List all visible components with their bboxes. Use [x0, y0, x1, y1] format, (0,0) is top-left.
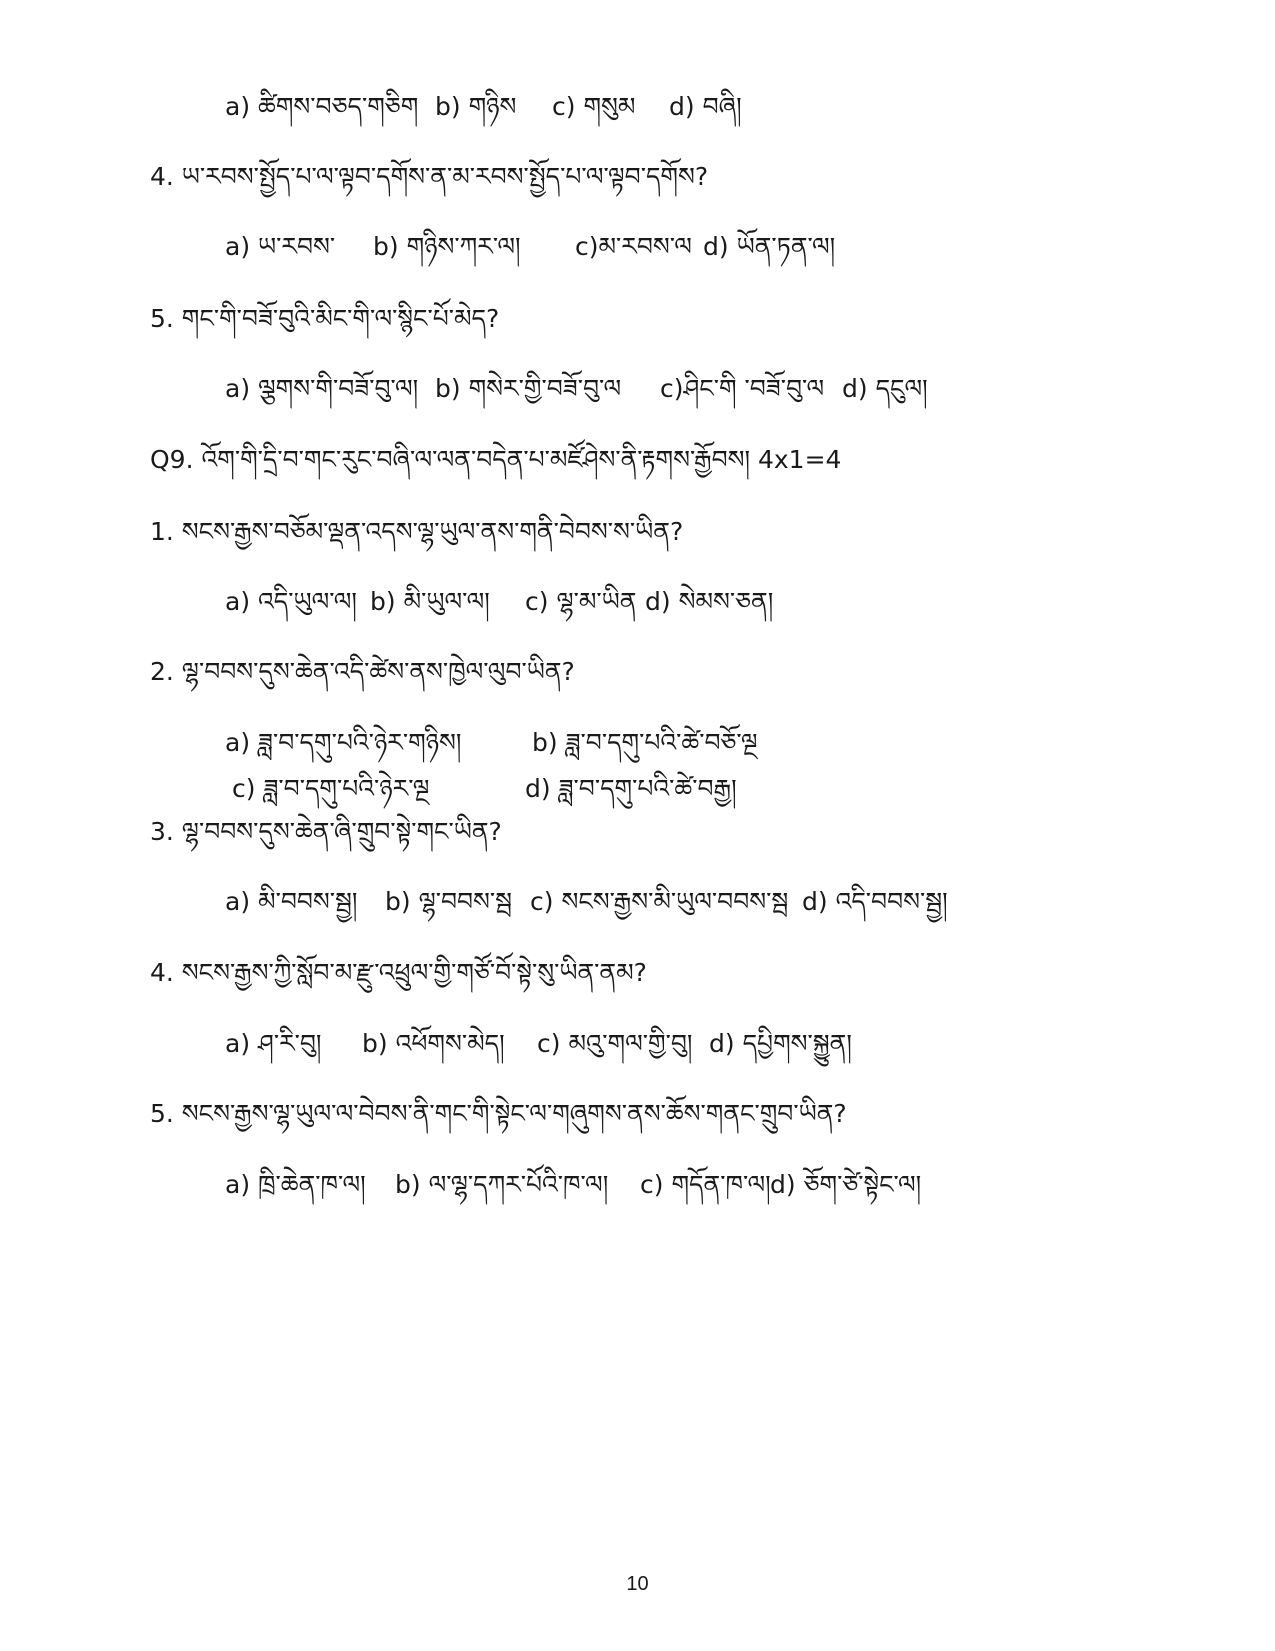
option-b: b) གཉིས་ཀར་ལ། — [373, 232, 521, 261]
question: 2. ལྷ་བབས་དུས་ཆེན་འདི་ཚེས་ནས་ཁྱེལ་ལུབ་ཡིན? — [150, 657, 575, 686]
options-row — [232, 772, 737, 806]
option-b: b) མི་ཡུལ་ལ། — [370, 587, 490, 616]
option-c: c) ལྷ་མ་ཡིན — [525, 587, 637, 616]
options-row — [225, 1168, 921, 1202]
option-b: b) འཕོགས་མེད། — [362, 1029, 505, 1058]
option-b: b) གསེར་གྱི་བཟོ་བུ་ལ — [435, 374, 622, 403]
question: 3. ལྷ་བབས་དུས་ཆེན་ཞི་གྲུབ་སྟེ་གང་ཡིན? — [150, 817, 502, 846]
question: 5. སངས་རྒྱས་ལྷ་ཡུལ་ལ་བེབས་ནི་གང་གི་སྟེང་ལ་གཞུགས་ནས་ཆོས་གནང་གྲུབ་ཡིན? — [150, 1099, 847, 1128]
question: 4. སངས་རྒྱས་ཀྱི་སློབ་མ་རྫུ་འཕྲུལ་གྱི་གཙོ་བོ་སྟེ་སུ་ཡིན་ནམ? — [150, 958, 647, 987]
option-c: c)མ་རབས་ལ — [575, 232, 692, 261]
question: 4. ཡ་རབས་སྤྱོད་པ་ལ་ལྟབ་དགོས་ན་མ་རབས་སྤྱོད་པ་ལ་ལྟབ་དགོས? — [150, 162, 709, 191]
option-c: c) ཟླ་བ་དགུ་པའི་ཉེར་ལྔ — [232, 774, 430, 803]
page-number: 10 — [626, 1573, 649, 1595]
option-a: a) ལྕགས་གི་བཟོ་བུ་ལ། — [225, 374, 419, 403]
question: 5. གང་གི་བཟོ་བུའི་མིང་གི་ལ་སྙིང་པོ་མེད? — [150, 304, 500, 333]
option-a: a) ཟླ་བ་དགུ་པའི་ཉེར་གཉིས། — [225, 728, 462, 757]
option-c: c)ཤིང་གི ་བཟོ་བུ་ལ — [660, 374, 825, 403]
option-c: c) གདོན་ཁ་ལ། — [640, 1170, 771, 1199]
option-c: c) གསུམ — [552, 92, 636, 121]
option-d: d) འདི་བབས་སྦྱ། — [802, 887, 948, 916]
option-a: a) ཤ་རི་བུ། — [225, 1029, 322, 1058]
options-row — [225, 372, 928, 406]
options-row — [225, 90, 742, 124]
option-c: c) སངས་རྒྱས་མི་ཡུལ་བབས་སྦ — [530, 887, 789, 916]
options-row — [225, 585, 773, 619]
option-d: d) ཟླ་བ་དགུ་པའི་ཚེ་བརྒྱ། — [525, 774, 737, 803]
section-heading: Q9. འོག་གི་དྲི་བ་གང་རུང་བཞི་ལ་ལན་བདེན་པ་མཛོཤེས་ནི་རྟགས་རྒྱོབས། 4x1=4 — [150, 445, 842, 474]
option-a: a) འདི་ཡུལ་ལ། — [225, 587, 357, 616]
option-b: b) ཟླ་བ་དགུ་པའི་ཚེ་བཅོ་ལྔ — [532, 728, 758, 757]
options-row — [225, 726, 758, 760]
options-row — [225, 1027, 852, 1061]
option-b: b) གཉིས — [435, 92, 517, 121]
option-b: b) ལྷ་བབས་སྦ — [385, 887, 513, 916]
option-d: d) སེམས་ཅན། — [645, 587, 774, 616]
option-b: b) ལ་ལྷ་དཀར་པོའི་ཁ་ལ། — [395, 1170, 609, 1199]
option-a: a) ཡ་རབས་ — [225, 232, 336, 261]
option-a: a) ཁྲི་ཆེན་ཁ་ལ། — [225, 1170, 366, 1199]
options-row — [225, 885, 948, 919]
option-d: d) དཔྱིགས་སྐྱུན། — [709, 1029, 852, 1058]
option-a: a) མི་བབས་སྦྱ། — [225, 887, 358, 916]
option-d: d) དངུལ། — [842, 374, 928, 403]
options-row — [225, 230, 835, 264]
option-c: c) མའུ་གལ་གྱི་བུ། — [537, 1029, 693, 1058]
option-d: d) བཞི། — [669, 92, 742, 121]
option-d: d) ཅོག་ཙེ་སྟེང་ལ། — [770, 1170, 922, 1199]
option-a: a) ཚིགས་བཅད་གཅིག — [225, 92, 419, 121]
option-d: d) ཡོན་ཏན་ལ། — [703, 232, 836, 261]
question: 1. སངས་རྒྱས་བཅོམ་ལྡན་འདས་ལྷ་ཡུལ་ནས་གནི་བེབས་ས་ཡིན? — [150, 517, 684, 546]
